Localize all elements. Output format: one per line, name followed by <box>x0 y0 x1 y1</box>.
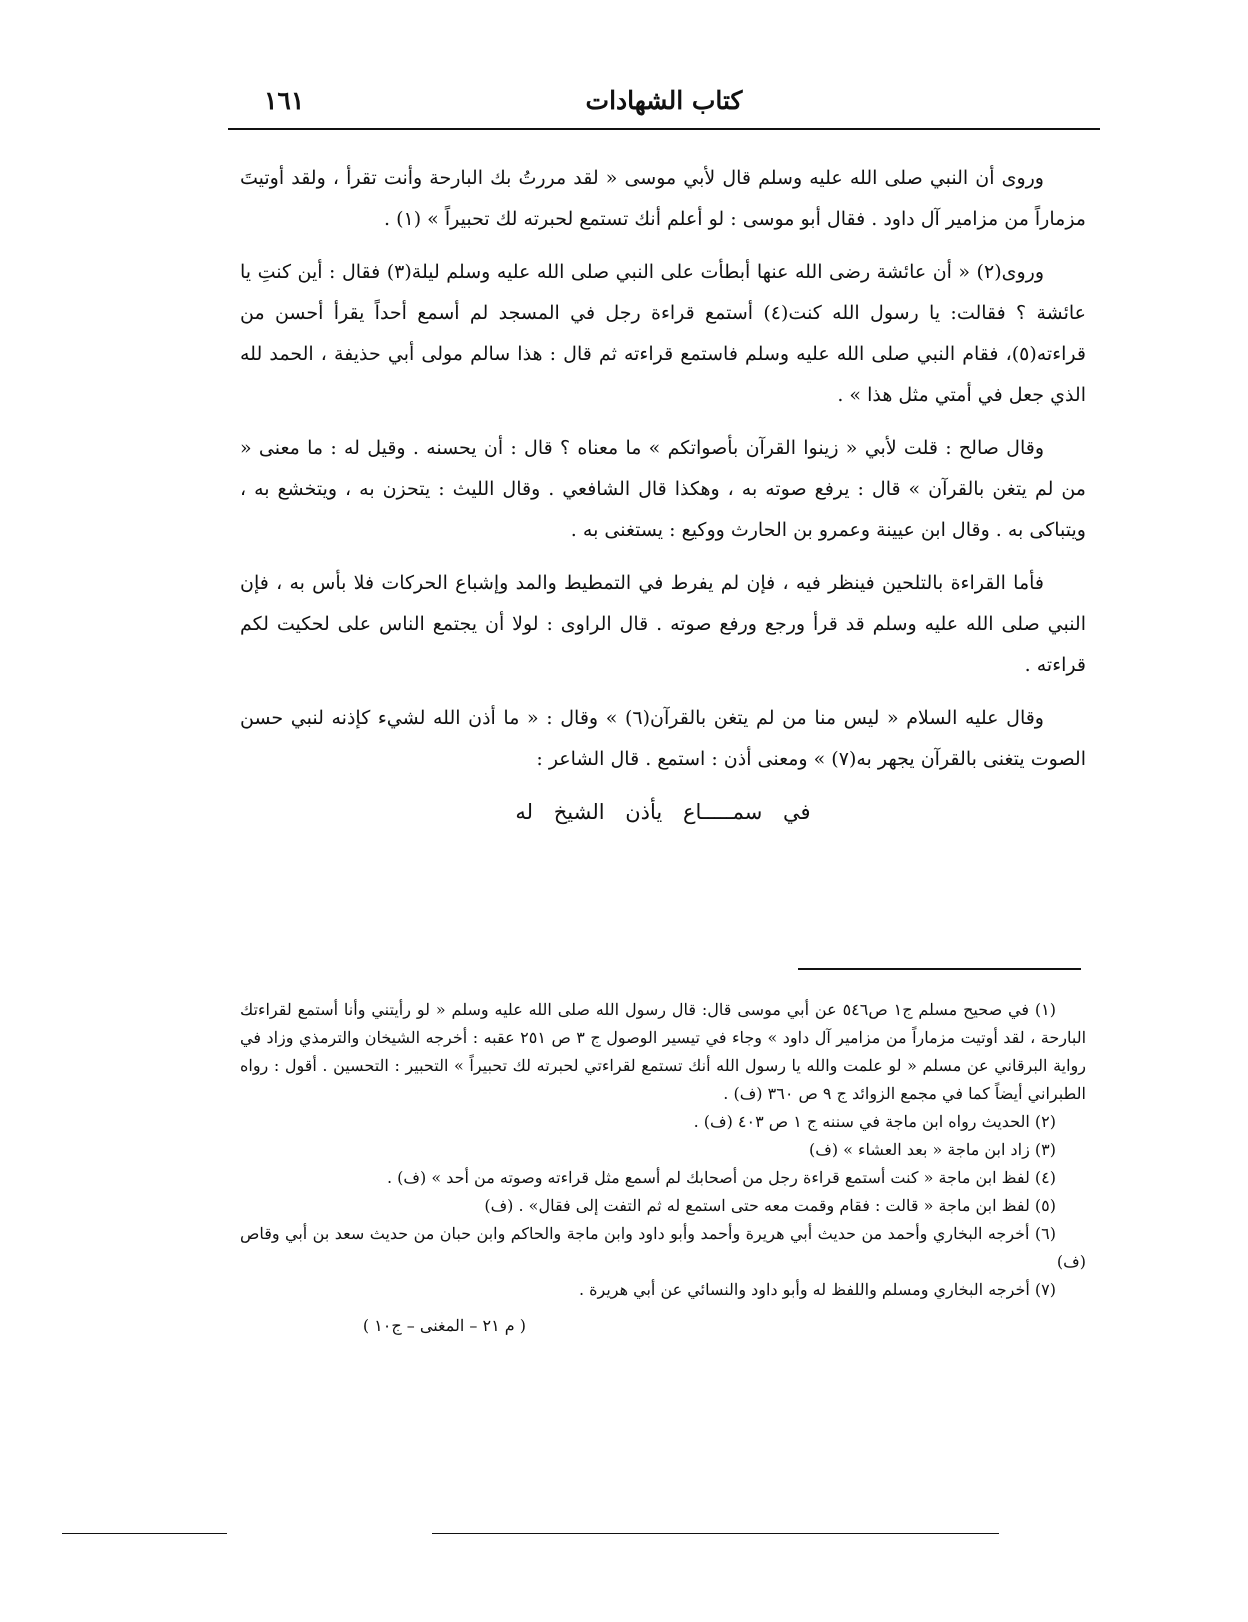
poetry-verse: في سمـــــاع يأذن الشيخ له <box>515 800 811 824</box>
paragraph: وروى(٢) « أن عائشة رضى الله عنها أبطأت على النبي صلى الله عليه وسلم ليلة(٣) فقال : أين كنتِ يا عائشة ؟ فقالت: يا رسول الله كنت(٤) أستمع قراءة رجل في المسجد لم أسمع أحداً يقرأ أحسن من قراءته(٥)، فقام النبي صلى الله عليه وسلم فاستمع قراءته ثم قال : هذا سالم مولى أبي حذيفة ، الحمد لله الذي جعل في أمتي مثل هذا » . <box>240 261 1086 406</box>
main-text <box>240 158 1086 845</box>
paragraph: وقال صالح : قلت لأبي « زينوا القرآن بأصواتكم » ما معناه ؟ قال : أن يحسنه . وقيل له : ما معنى « من لم يتغن بالقرآن » قال : يرفع صوته به ، وهكذا قال الشافعي . وقال الليث : يتحزن به ، ويتخشع به ، ويتباكى به . وقال ابن عيينة وعمرو بن الحارث ووكيع : يستغنى به . <box>240 437 1086 541</box>
paragraph: وقال عليه السلام « ليس منا من لم يتغن بالقرآن(٦) » وقال : « ما أذن الله لشيء كإذنه لنبي حسن الصوت يتغنى بالقرآن يجهر به(٧) » ومعنى أذن : استمع . قال الشاعر : <box>240 707 1086 770</box>
page-number: ١٦١ <box>264 86 305 115</box>
footnote: (٤) لفظ ابن ماجة « كنت أستمع قراءة رجل من أصحابك لم أسمع مثل قراءته وصوته من أحد » (ف) . <box>387 1168 1056 1187</box>
footnote-separator <box>798 968 1081 970</box>
running-header <box>228 84 1100 120</box>
bottom-rule-right <box>432 1533 999 1534</box>
footnote: (٦) أخرجه البخاري وأحمد من حديث أبي هريرة وأحمد وأبو داود وابن ماجة والحاكم وابن حبان من حديث سعد بن أبي وقاص (ف) <box>240 1224 1086 1271</box>
footnotes <box>240 996 1086 1340</box>
footnote: (١) في صحيح مسلم ج١ ص٥٤٦ عن أبي موسى قال: قال رسول الله صلى الله عليه وسلم « لو رأيتني وأنا أستمع لقراءتك البارحة ، لقد أوتيت مزماراً من مزامير آل داود » وجاء في تيسير الوصول ج ٣ ص ٢٥١ عقبه : أخرجه الشيخان والترمذي وزاد في رواية البرقاني عن مسلم « لو علمت والله يا رسول الله أنك تستمع لقراءتي لحبرته لك تحبيراً » التحبير : التحسين . أقول : رواه الطبراني أيضاً كما في مجمع الزوائد ج ٩ ص ٣٦٠ (ف) . <box>240 1000 1087 1103</box>
paragraph: فأما القراءة بالتلحين فينظر فيه ، فإن لم يفرط في التمطيط والمد وإشباع الحركات فلا بأس به ، فإن النبي صلى الله عليه وسلم قد قرأ ورجع ورفع صوته . قال الراوى : لولا أن يجتمع الناس على لحكيت لكم قراءته . <box>240 572 1086 676</box>
signature-mark: ( م ٢١ – المغنى – ج١٠ ) <box>362 1316 526 1335</box>
chapter-title: كتاب الشهادات <box>585 86 743 115</box>
header-rule <box>228 128 1100 130</box>
footnote: (٣) زاد ابن ماجة « بعد العشاء » (ف) <box>809 1140 1056 1159</box>
footnote: (٥) لفظ ابن ماجة « قالت : فقام وقمت معه حتى استمع له ثم التفت إلى فقال» . (ف) <box>484 1196 1056 1215</box>
paragraph: وروى أن النبي صلى الله عليه وسلم قال لأبي موسى « لقد مررتُ بك البارحة وأنت تقرأ ، ولقد أوتيتَ مزماراً من مزامير آل داود . فقال أبو موسى : لو أعلم أنك تستمع لحبرته لك تحبيراً » (١) . <box>240 167 1086 230</box>
footnote: (٢) الحديث رواه ابن ماجة في سننه ج ١ ص ٤٠٣ (ف) . <box>693 1112 1056 1131</box>
bottom-rule-left <box>62 1533 227 1534</box>
footnote: (٧) أخرجه البخاري ومسلم واللفظ له وأبو داود والنسائي عن أبي هريرة . <box>578 1280 1056 1299</box>
